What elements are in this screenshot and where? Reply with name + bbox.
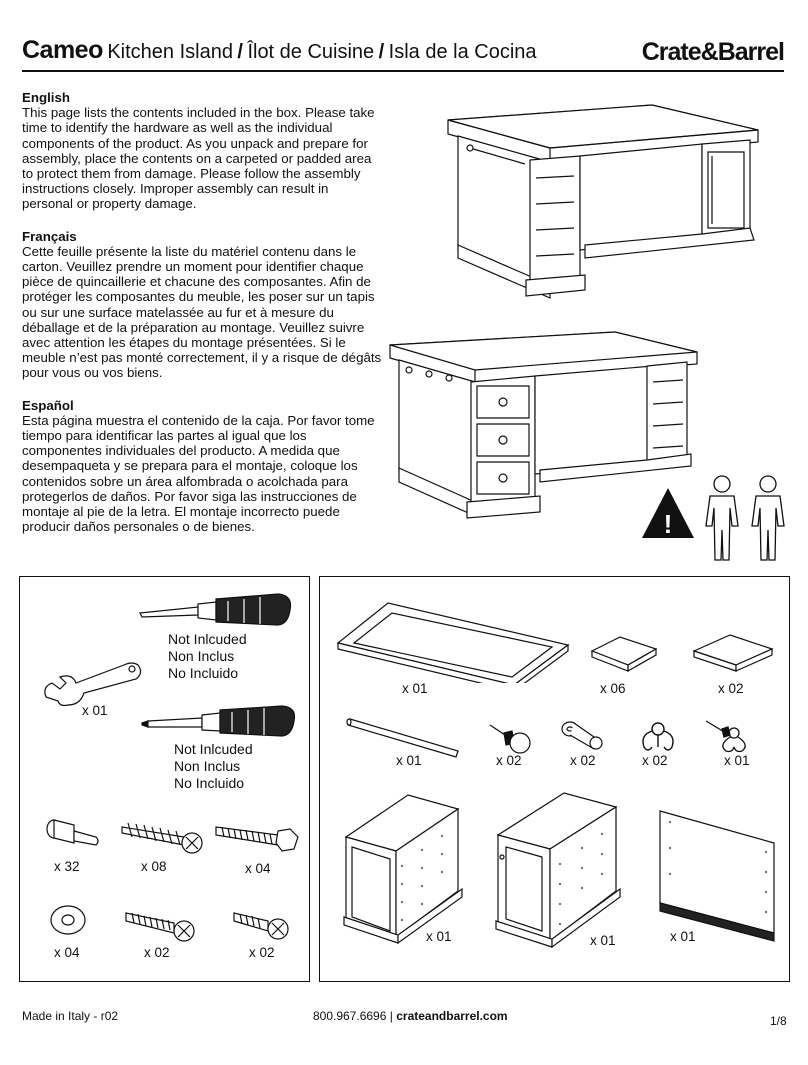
- island-front-illustration: [440, 100, 770, 305]
- top-panel-icon: [334, 593, 572, 683]
- short-screw-icon: [230, 907, 300, 947]
- flat-screwdriver-icon: [138, 591, 298, 631]
- person-icon: [706, 476, 738, 560]
- page-title: [22, 36, 537, 65]
- open-cabinet-qty: x 01: [426, 929, 452, 944]
- page-number: 1/8: [770, 1014, 787, 1028]
- open-cabinet-icon: [342, 787, 466, 947]
- towel-rod-qty: x 01: [396, 753, 422, 768]
- back-panel-qty: x 01: [670, 929, 696, 944]
- footer-divider: |: [389, 1009, 393, 1023]
- double-hook-icon: [638, 721, 678, 757]
- hook-screw-qty: x 01: [724, 753, 750, 768]
- intro-text: [22, 90, 382, 551]
- top-panel-qty: x 01: [402, 681, 428, 696]
- components-panel: [319, 576, 790, 982]
- footer-website[interactable]: crateandbarrel.com: [396, 1009, 508, 1023]
- person-icon: [752, 476, 784, 560]
- footer-phone: 800.967.6696: [313, 1009, 387, 1023]
- machine-screw-icon: [122, 907, 202, 947]
- page-header: [22, 36, 784, 72]
- cam-bolt-qty: x 32: [54, 859, 80, 874]
- phillips-screwdriver-icon: [140, 703, 300, 743]
- brand-logo: Crate&Barrel: [641, 38, 784, 66]
- french-heading: Français: [22, 228, 77, 244]
- title-product-name: Cameo: [22, 36, 103, 64]
- double-hook-qty: x 02: [642, 753, 668, 768]
- flat-screwdriver-note: Not Inlcuded Non Inclus No Incluido: [168, 631, 247, 681]
- title-separator: /: [237, 41, 243, 63]
- wrench-qty: x 01: [82, 703, 108, 718]
- machine-screw-qty: x 02: [144, 945, 170, 960]
- back-panel-icon: [656, 807, 780, 947]
- phillips-screwdriver-note: Not Inlcuded Non Inclus No Incluido: [174, 741, 253, 791]
- washer-icon: [48, 903, 88, 937]
- wrench-icon: [40, 659, 145, 709]
- knob-qty: x 02: [496, 753, 522, 768]
- wood-screw-icon: [118, 817, 208, 857]
- shelf-square-qty: x 06: [600, 681, 626, 696]
- english-paragraph: This page lists the contents included in the box. Please take time to identify the hardware as well as the individual components of the product. As you unpack and prepare for assembly, place the contents on a carpeted or padded area to protect them from damage. Please follow the assembly instructions closely. Improper assembly can result in personal or property damage.: [22, 105, 375, 212]
- footer-origin: Made in Italy - r02: [22, 1009, 119, 1023]
- hex-bolt-qty: x 04: [245, 861, 271, 876]
- door-cabinet-icon: [494, 787, 624, 957]
- shelf-square-large-qty: x 02: [718, 681, 744, 696]
- warning-persons-illustration: [640, 470, 790, 570]
- rod-bracket-icon: [560, 719, 606, 755]
- title-french: Îlot de Cuisine: [247, 41, 375, 63]
- spanish-paragraph: Esta página muestra el contenido de la caja. Por favor tome tiempo para identificar las partes al igual que los componentes individuales del producto. A medida que desempaqueta y se prepara para el montaje, coloque los contenidos sobre un área alfombrada o acolchada para protegerlos de daños. Por favor siga las instrucciones de montaje al pie de la letra. El montaje incorrecto puede producir daños personales o de bienes.: [22, 412, 375, 535]
- cam-bolt-icon: [44, 817, 104, 857]
- hex-bolt-icon: [212, 817, 302, 857]
- spanish-heading: Español: [22, 397, 74, 413]
- english-heading: English: [22, 90, 71, 105]
- footer-contact: [313, 1009, 508, 1023]
- door-cabinet-qty: x 01: [590, 933, 616, 948]
- warning-symbol: !: [663, 509, 673, 539]
- title-spanish: Isla de la Cocina: [388, 41, 537, 63]
- wood-screw-qty: x 08: [141, 859, 167, 874]
- french-paragraph: Cette feuille présente la liste du matériel contenu dans le carton. Veuillez prendre un moment pour identifier chaque pièce de quincaillerie et chacune des composantes. Afin de protéger les composantes du meuble, les poser sur un tapis ou sur une surface matelassée au fur et à mesure du déballage et de la préparation au montage. Veuillez suivre avec attention les étapes du montage présentées. Si le meuble n’est pas monté correctement, il y a risque de dégâts pour vous ou vos biens.: [22, 243, 382, 381]
- shelf-square-icon: [590, 633, 660, 673]
- shelf-square-large-icon: [692, 631, 776, 673]
- short-screw-qty: x 02: [249, 945, 275, 960]
- tools-hardware-panel: [19, 576, 310, 982]
- hook-screw-icon: [704, 717, 754, 757]
- title-english: Kitchen Island: [107, 41, 233, 63]
- washer-qty: x 04: [54, 945, 80, 960]
- rod-bracket-qty: x 02: [570, 753, 596, 768]
- title-separator: /: [378, 41, 385, 63]
